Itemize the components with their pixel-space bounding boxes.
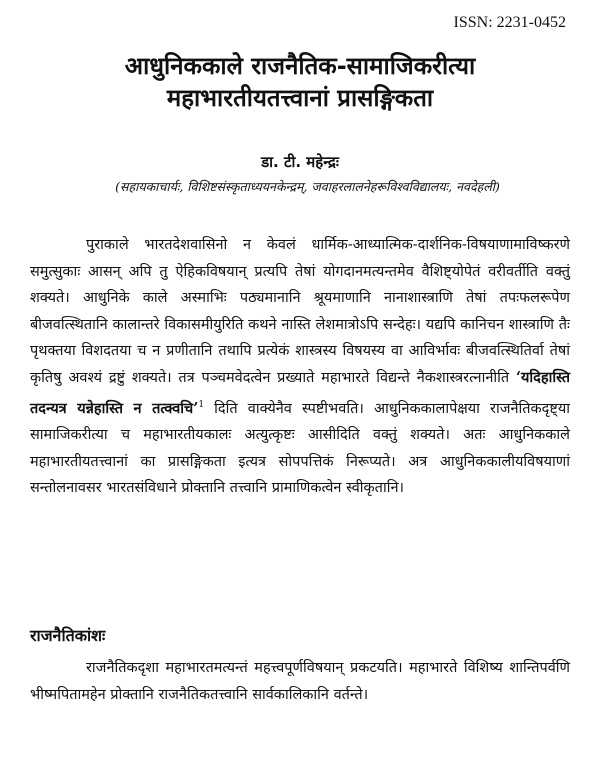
issn-label: ISSN: 2231-0452 xyxy=(453,14,566,31)
paragraph-intro-continuation: दिति वाक्येनैव स्पष्टीभवति। आधुनिककालापेक्षया राजनैतिकदृष्ट्या सामाजिकरीत्या च महाभारतीयकालः अत्युत्कृष्टः आसीदिति वक्तुं शक्यते। अतः आधुनिककाले महाभारतीयतत्त्वानां का प्रासङ्गिकता इत्यत्र सोपपत्तिकं निरूप्यते। अत्र आधुनिककालीयविषयाणां सन्तोलनावसर भारतसंविधाने प्रोक्तानि तत्त्वानि प्रामाणिकत्वेन स्वीकृतानि। xyxy=(30,400,570,497)
author-name: डा. टी. महेन्द्रः xyxy=(261,153,339,171)
title-line-2: महाभारतीयतत्त्वानां प्रासङ्गिकता xyxy=(166,84,434,112)
title-line-1: आधुनिककाले राजनैतिक-सामाजिकरीत्या xyxy=(124,52,476,80)
article-title xyxy=(0,50,600,114)
section-heading: राजनैतिकांशः xyxy=(30,626,106,645)
paragraph-intro xyxy=(30,232,570,502)
footnote-marker: 1 xyxy=(198,399,205,410)
paragraph-intro-text: पुराकाले भारतदेशवासिनो न केवलं धार्मिक-आध्यात्मिक-दार्शनिक-विषयाणामाविष्करणे समुत्सुकाः आसन् अपि तु ऐहिकविषयान् प्रत्यपि तेषां योगदानमत्यन्तमेव वैशिष्ट्योपेतं वरीवर्तीति वक्तुं शक्यते। आधुनिके काले अस्माभिः पठ्यमानानि श्रूयमाणानि नानाशास्त्राणि तेषां तपःफलरूपेण बीजवत्स्थितानि कालान्तरे विकासमीयुरिति कथने नास्ति लेशमात्रोऽपि सन्देहः। यद्यपि कानिचन शास्त्राणि तैः पृथक्तया विशदतया च न प्रणीतानि तथापि प्रत्येकं शास्त्रस्य विषयस्य वा आविर्भावः बीजवत्स्थितिर्वा तेषां कृतिषु अवश्यं द्रष्टुं शक्यते। तत्र पञ्चमवेदत्वेन प्रख्याते महाभारते विद्यन्ते नैकशास्त्ररत्नानीति xyxy=(30,237,570,386)
paragraph-political: राजनैतिकदृशा महाभारतमत्यन्तं महत्त्वपूर्णविषयान् प्रकटयति। महाभारते विशिष्य शान्तिपर्वणि भीष्मपितामहेन प्रोक्तानि राजनैतिकतत्त्वानि सार्वकालिकानि वर्तन्ते। xyxy=(30,660,570,703)
quoted-verse: ‘यदिहास्ति तदन्यत्र यन्नेहास्ति न तत्क्वचि’ xyxy=(30,368,570,417)
author-affiliation: (सहायकाचार्यः, विशिष्टसंस्कृताध्ययनकेन्द्रम्, जवाहरलालनेहरूविश्वविद्यालयः, नवदेहली) xyxy=(115,179,500,194)
